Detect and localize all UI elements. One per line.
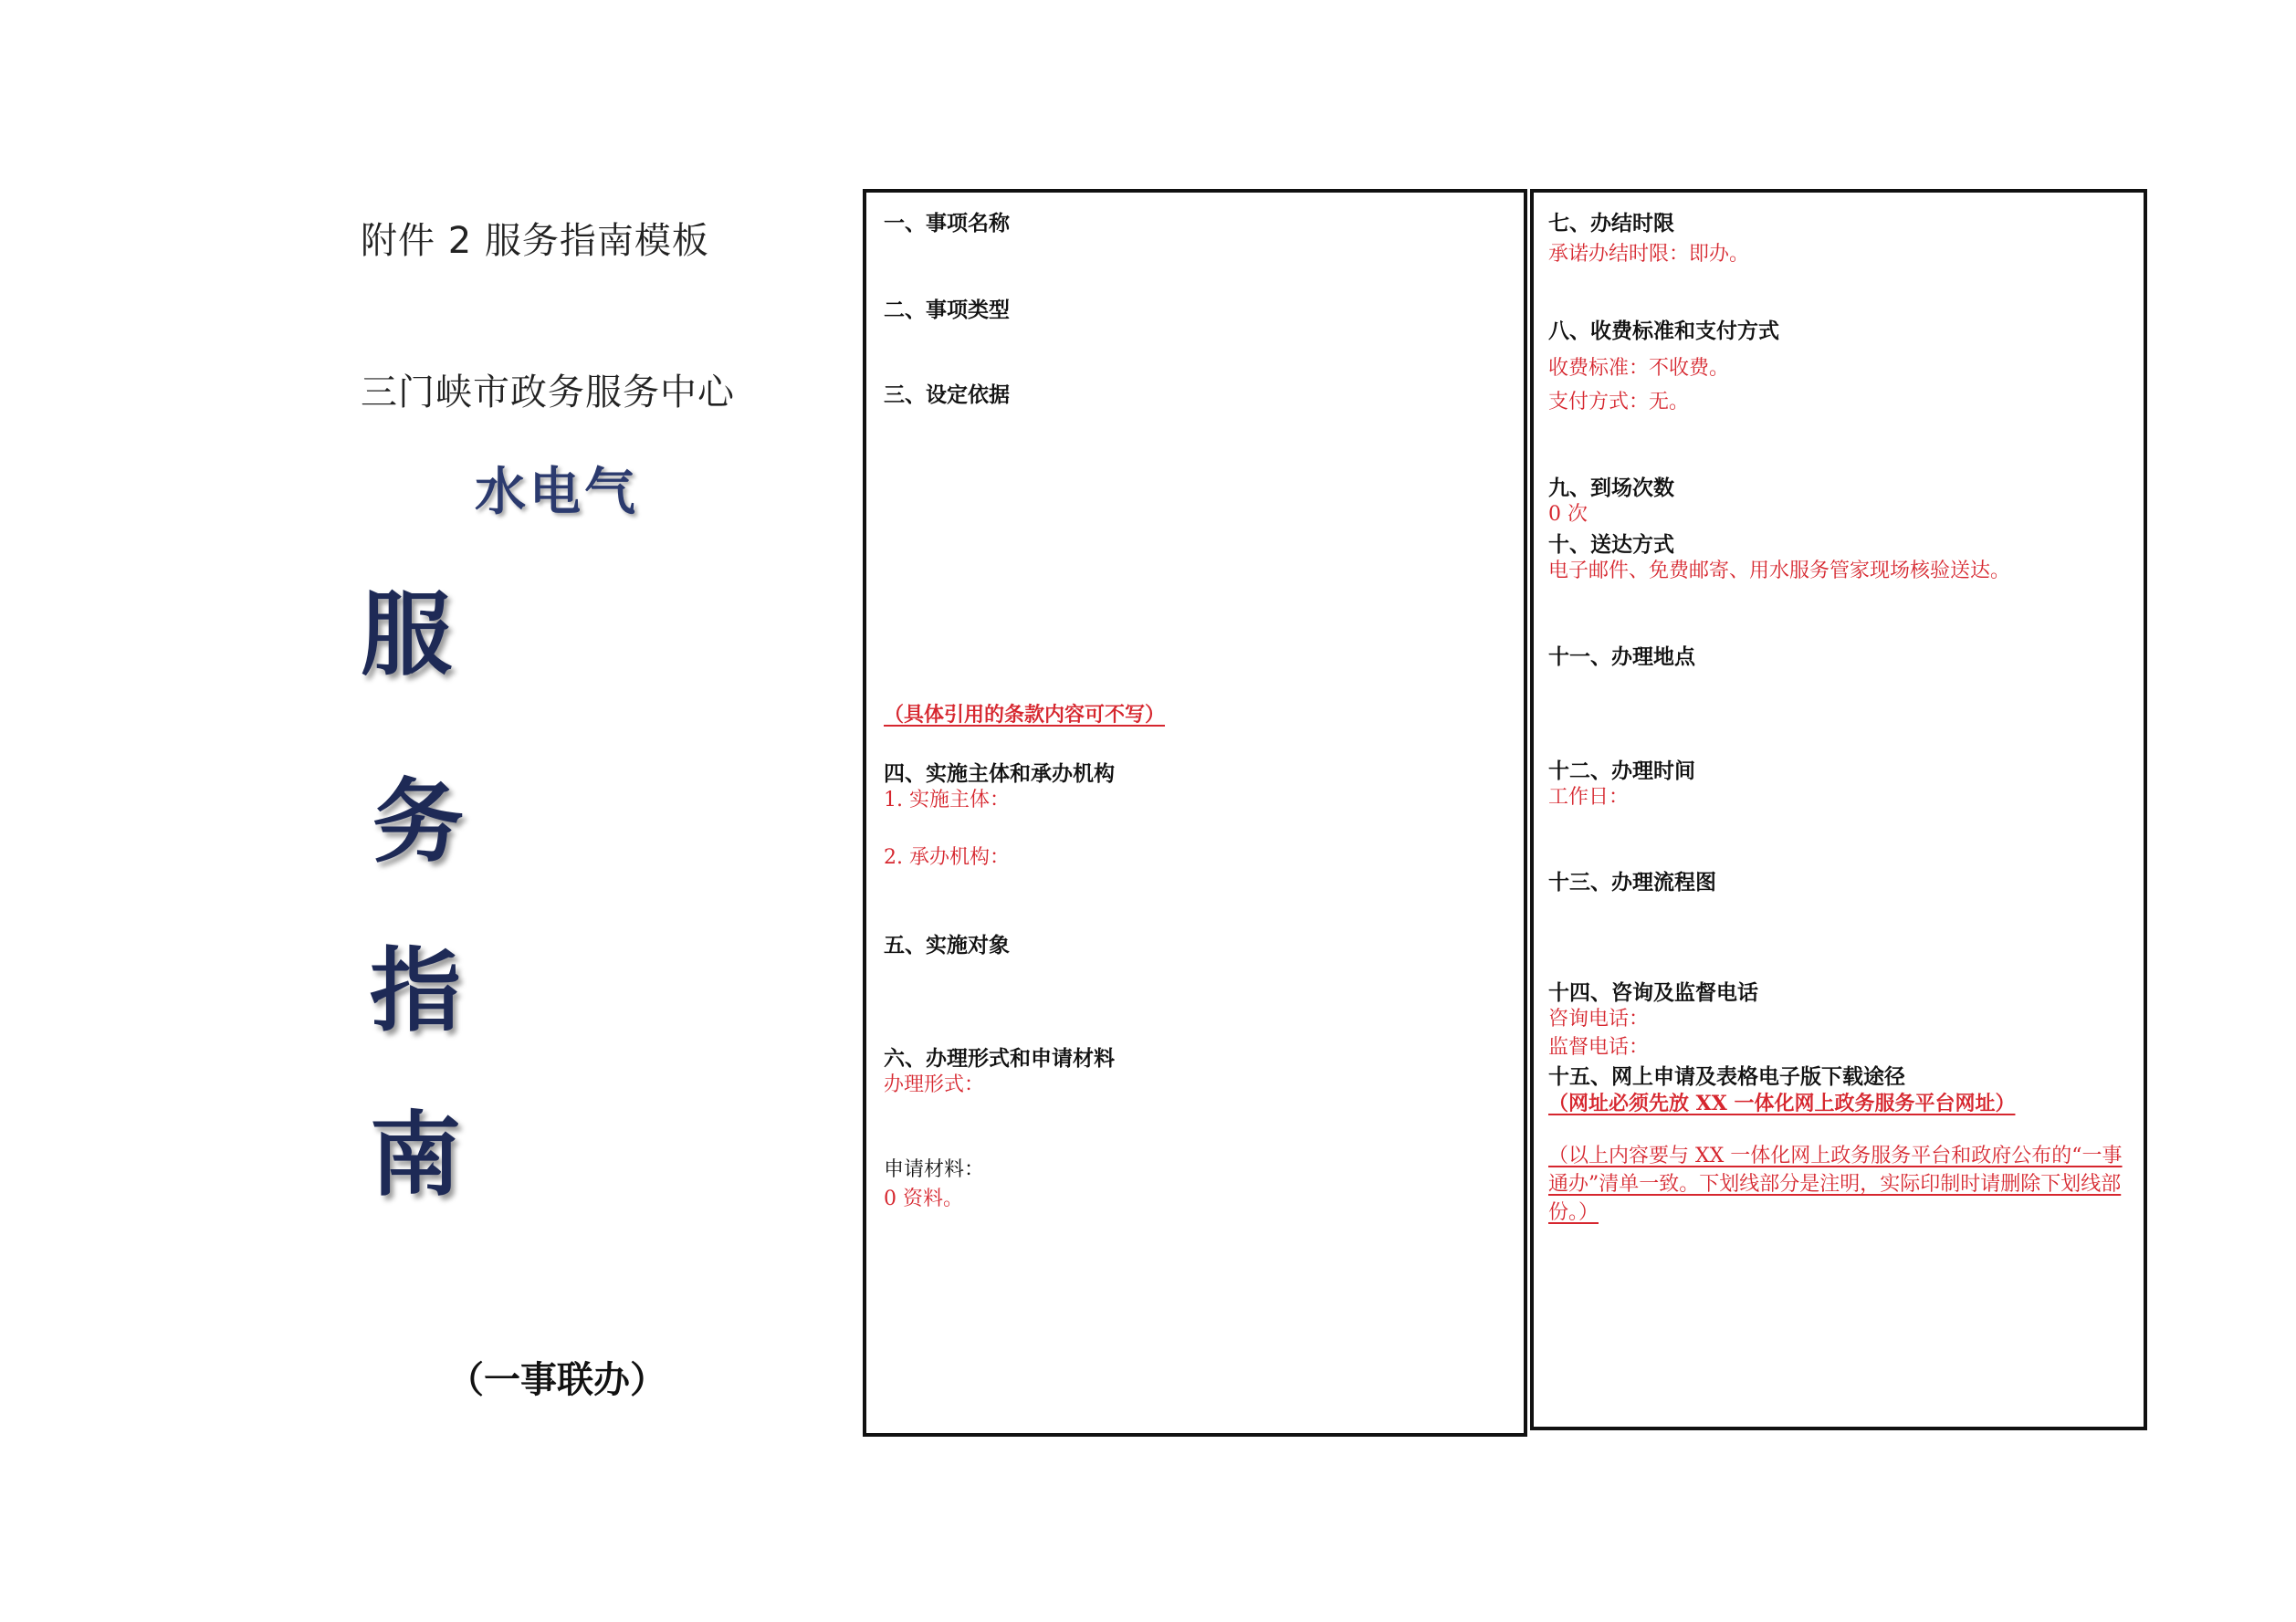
guide-panel-right [1530,189,2147,1430]
title-char-2: 务 [372,769,464,875]
section-7-heading: 七、办结时限 [1548,211,1674,235]
section-8-payment: 支付方式：无。 [1548,391,1690,413]
section-14-supervise: 监督电话： [1548,1036,1650,1059]
title-char-1: 服 [361,581,452,688]
section-7-value: 承诺办结时限：即办。 [1548,243,1750,266]
section-15-note: （网址必须先放 XX 一体化网上政务服务平台网址） [1548,1092,2016,1115]
cover-section [0,0,822,1622]
section-13-heading: 十三、办理流程图 [1548,870,1716,895]
section-8-fee: 收费标准：不收费。 [1548,357,1730,380]
section-5-heading: 五、实施对象 [884,933,1010,958]
section-3-heading: 三、设定依据 [884,382,1010,407]
section-1-heading: 一、事项名称 [884,211,1010,235]
section-11-heading: 十一、办理地点 [1548,644,1695,669]
section-9-value: 0 次 [1548,503,1588,526]
section-8-heading: 八、收费标准和支付方式 [1548,319,1779,343]
subtitle: （一事联办） [447,1359,666,1401]
section-6-materials-value: 0 资料。 [884,1188,963,1210]
section-10-value: 电子邮件、免费邮寄、用水服务管家现场核验送达。 [1548,560,2011,582]
section-3-note: （具体引用的条款内容可不写） [884,703,1166,727]
section-14-consult: 咨询电话： [1548,1008,1650,1031]
section-2-heading: 二、事项类型 [884,298,1010,322]
guide-panel-left [863,189,1527,1437]
section-12-heading: 十二、办理时间 [1548,759,1695,783]
footer-note: （以上内容要与 XX 一体化网上政务服务平台和政府公布的“一事通办”清单一致。下划线部分是注明，实际印制时请删除下划线部份。） [1548,1145,2123,1224]
section-4-item-2: 2. 承办机构： [884,846,1010,869]
section-15-heading: 十五、网上申请及表格电子版下载途径 [1548,1064,1905,1089]
section-6-materials-label: 申请材料： [884,1158,985,1181]
section-4-heading: 四、实施主体和承办机构 [884,761,1115,786]
center-name: 三门峡市政务服务中心 [361,371,735,413]
section-4-item-1: 1. 实施主体： [884,789,1010,811]
section-14-heading: 十四、咨询及监督电话 [1548,980,1758,1005]
section-9-heading: 九、到场次数 [1548,476,1674,500]
section-6-form: 办理形式： [884,1073,985,1096]
section-12-value: 工作日： [1548,786,1630,809]
title-char-3: 指 [370,937,461,1044]
attachment-title: 附件 2 服务指南模板 [361,220,709,262]
section-6-heading: 六、办理形式和申请材料 [884,1046,1115,1071]
topic-title: 水电气 [475,463,639,522]
title-char-4: 南 [370,1102,461,1209]
section-10-heading: 十、送达方式 [1548,532,1674,557]
